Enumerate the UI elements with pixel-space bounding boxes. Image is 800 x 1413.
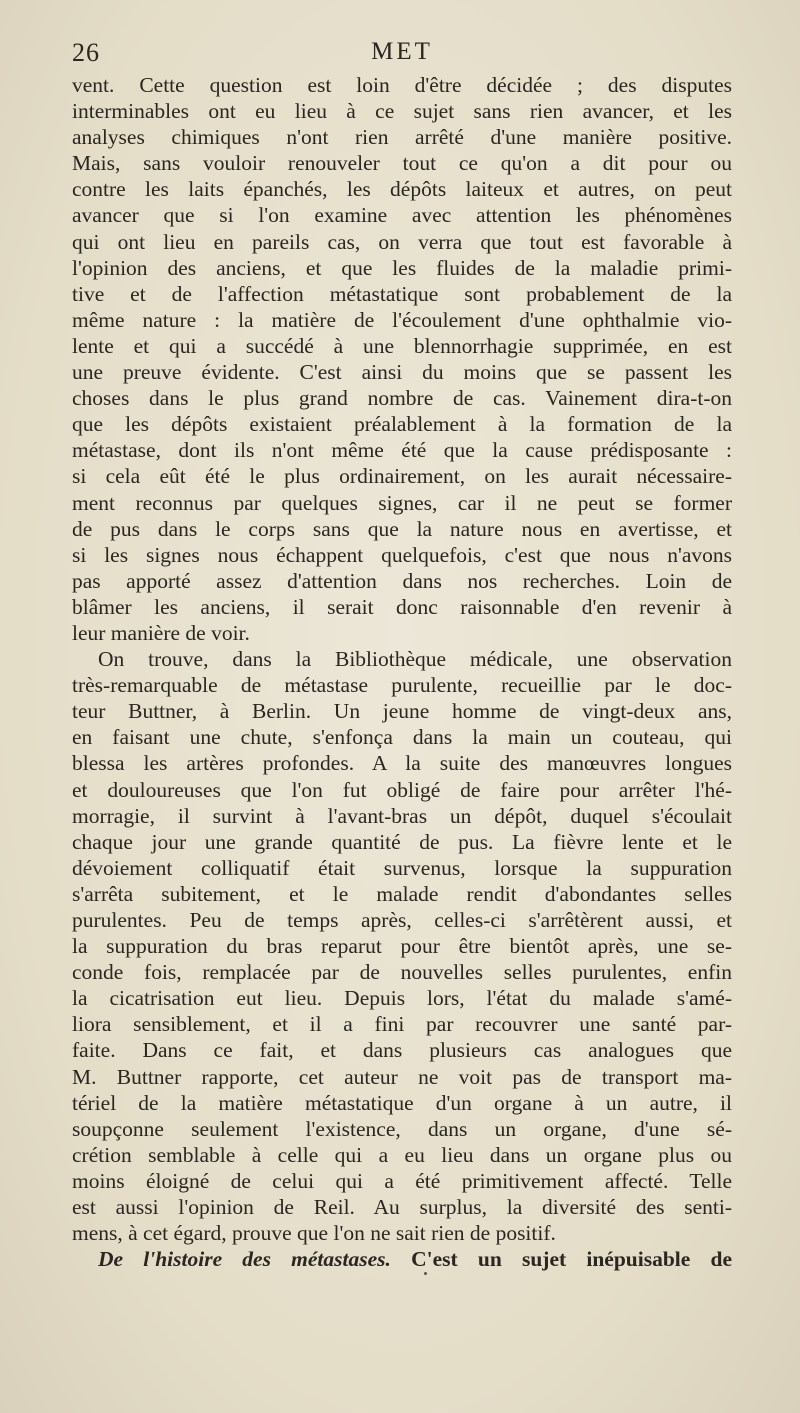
text-line: est aussi l'opinion de Reil. Au surplus, la diversité des senti- [72, 1195, 732, 1220]
ink-speck [424, 1272, 427, 1275]
text-line: analyses chimiques n'ont rien arrêté d'une manière positive. [72, 125, 732, 150]
text-line: moins éloigné de celui qui a été primitivement affecté. Telle [72, 1168, 732, 1193]
section-heading: De l'histoire des métastases. [98, 1247, 391, 1272]
text-line: que les dépôts existaient préalablement à la formation de la [72, 412, 732, 437]
text-line: M. Buttner rapporte, cet auteur ne voit pas de transport ma- [72, 1064, 732, 1089]
text-line: blessa les artères profondes. A la suite des manœuvres longues [72, 751, 732, 776]
text-line: teur Buttner, à Berlin. Un jeune homme de vingt-deux ans, [72, 699, 732, 724]
text-line: de pus dans le corps sans que la nature nous en avertisse, et [72, 516, 732, 541]
section-text: C'est un sujet inépuisable de [390, 1247, 732, 1272]
text-line: pas apporté assez d'attention dans nos recherches. Loin de [72, 568, 732, 593]
text-line: dévoiement colliquatif était survenus, lorsque la suppuration [72, 855, 732, 880]
text-line: très-remarquable de métastase purulente, recueillie par le doc- [72, 673, 732, 698]
text-line: chaque jour une grande quantité de pus. La fièvre lente et le [72, 829, 732, 854]
text-line: conde fois, remplacée par de nouvelles selles purulentes, enfin [72, 960, 732, 985]
running-title: MET [371, 38, 433, 65]
paragraph-start-line: On trouve, dans la Bibliothèque médicale, une observation [98, 647, 732, 672]
text-line: ment reconnus par quelques signes, car il ne peut se former [72, 490, 732, 515]
text-line: faite. Dans ce fait, et dans plusieurs cas analogues que [72, 1038, 732, 1063]
text-line: contre les laits épanchés, les dépôts laiteux et autres, on peut [72, 177, 732, 202]
text-line: Mais, sans vouloir renouveler tout ce qu'on a dit pour ou [72, 151, 732, 176]
section-start-line [72, 1246, 732, 1272]
text-line: soupçonne seulement l'existence, dans un organe, d'une sé- [72, 1116, 732, 1141]
text-line: crétion semblable à celle qui a eu lieu dans un organe plus ou [72, 1142, 732, 1167]
paragraph-end-line: mens, à cet égard, prouve que l'on ne sait rien de positif. [72, 1221, 556, 1246]
page-number: 26 [72, 38, 100, 67]
text-line: métastase, dont ils n'ont même été que la cause prédisposante : [72, 438, 732, 463]
text-line: purulentes. Peu de temps après, celles-ci s'arrêtèrent aussi, et [72, 908, 732, 932]
text-line: avancer que si l'on examine avec attention les phénomènes [72, 203, 732, 228]
text-line: une preuve évidente. C'est ainsi du moins que se passent les [72, 360, 732, 385]
text-line: vent. Cette question est loin d'être décidée ; des disputes [72, 73, 732, 97]
body-text [72, 72, 732, 1272]
text-line: interminables ont eu lieu à ce sujet sans rien avancer, et les [72, 99, 732, 124]
text-line: la suppuration du bras reparut pour être bientôt après, une se- [72, 934, 732, 959]
text-line: si les signes nous échappent quelquefois, c'est que nous n'avons [72, 542, 732, 567]
text-line: choses dans le plus grand nombre de cas. Vainement dira-t-on [72, 386, 732, 411]
text-line: la cicatrisation eut lieu. Depuis lors, l'état du malade s'amé- [72, 986, 732, 1011]
text-line: l'opinion des anciens, et que les fluides de la maladie primi- [72, 255, 732, 280]
text-line: tive et de l'affection métastatique sont probablement de la [72, 281, 732, 306]
text-line: s'arrêta subitement, et le malade rendit d'abondantes selles [72, 881, 732, 906]
text-line: liora sensiblement, et il a fini par recouvrer une santé par- [72, 1012, 732, 1037]
text-line: qui ont lieu en pareils cas, on verra que tout est favorable à [72, 229, 732, 254]
text-line: si cela eût été le plus ordinairement, on les aurait nécessaire- [72, 464, 732, 489]
text-line: morragie, il survint à l'avant-bras un dépôt, duquel s'écoulait [72, 803, 732, 828]
text-line: en faisant une chute, s'enfonça dans la main un couteau, qui [72, 725, 732, 750]
text-line: tériel de la matière métastatique d'un organe à un autre, il [72, 1090, 732, 1115]
text-line: blâmer les anciens, il serait donc raisonnable d'en revenir à [72, 594, 732, 619]
paragraph-end-line: leur manière de voir. [72, 620, 250, 645]
text-line: lente et qui a succédé à une blennorrhagie supprimée, en est [72, 333, 732, 358]
text-line: même nature : la matière de l'écoulement d'une ophthalmie vio- [72, 307, 732, 332]
text-line: et douloureuses que l'on fut obligé de faire pour arrêter l'hé- [72, 777, 732, 802]
